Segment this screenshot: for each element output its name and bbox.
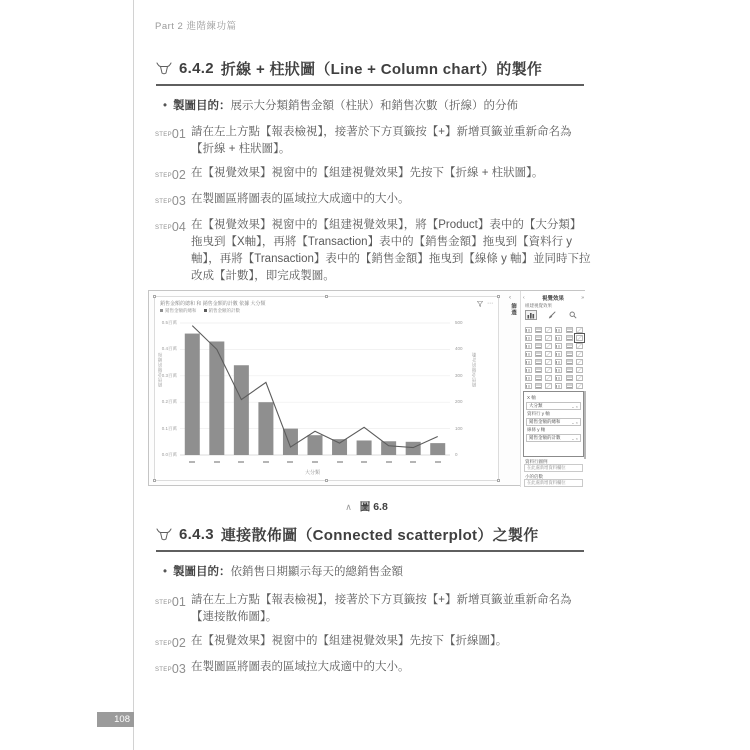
dropdown-remove-icons: ⌄ × bbox=[571, 435, 578, 441]
plot-area bbox=[180, 321, 450, 457]
selection-handle bbox=[325, 295, 328, 298]
step-text: 在製圖區將圖表的區域拉大成適中的大小。 bbox=[191, 193, 410, 205]
section-title: 連接散佈圖（Connected scatterplot）之製作 bbox=[220, 527, 539, 544]
goal-text: 依銷售日期顯示每天的總銷售金額 bbox=[230, 566, 404, 578]
step-row bbox=[155, 592, 592, 626]
legend-swatch-line bbox=[204, 309, 207, 312]
visual-type-icon bbox=[555, 343, 562, 349]
visualizations-pane-header bbox=[523, 294, 584, 302]
visual-type-icon bbox=[535, 383, 542, 389]
bullet-dot: • bbox=[163, 566, 168, 578]
magnifier-icon bbox=[569, 311, 577, 319]
well-value-x-axis: 大分類 ⌄ × bbox=[526, 402, 581, 410]
visual-type-icon bbox=[545, 383, 552, 389]
visual-type-icon bbox=[535, 343, 542, 349]
goal-text: 展示大分類銷售金額（柱狀）和銷售次數（折線）的分佈 bbox=[230, 100, 519, 112]
visual-type-icon bbox=[535, 359, 542, 365]
section-heading-643 bbox=[156, 524, 584, 552]
step-label: STEP01 bbox=[155, 595, 186, 609]
visual-type-icon bbox=[576, 351, 583, 357]
visual-type-icon bbox=[535, 367, 542, 373]
visual-type-icon bbox=[535, 327, 542, 333]
powerbi-screenshot bbox=[148, 290, 585, 486]
visual-type-icon bbox=[576, 383, 583, 389]
visual-type-icon bbox=[566, 335, 573, 341]
section-number: 6.4.3 bbox=[179, 526, 214, 543]
visual-type-icon bbox=[566, 375, 573, 381]
caption-text: 圖 6.8 bbox=[359, 501, 388, 513]
step-row bbox=[155, 191, 592, 210]
left-margin-rule bbox=[133, 0, 134, 750]
selection-handle bbox=[497, 295, 500, 298]
visual-type-icon bbox=[545, 359, 552, 365]
section-title: 折線 + 柱狀圖（Line + Column chart）的製作 bbox=[220, 61, 543, 78]
visual-type-icon bbox=[555, 351, 562, 357]
bullet-dot: • bbox=[163, 100, 168, 112]
step-label: STEP02 bbox=[155, 636, 186, 650]
well-label-column-legend: 資料行圖例 bbox=[525, 459, 548, 464]
dropdown-remove-icons: ⌄ × bbox=[571, 419, 578, 425]
steps-642 bbox=[155, 124, 592, 292]
step-row bbox=[155, 124, 592, 158]
well-label: X 軸 bbox=[527, 395, 536, 400]
visual-title: 銷售金額的總和 和 銷售金額的計數 依據 大分類 bbox=[160, 301, 266, 307]
column-line-chart bbox=[180, 321, 450, 457]
goal-line-642 bbox=[163, 97, 583, 113]
page-number-badge: 108 bbox=[97, 712, 134, 727]
step-row bbox=[155, 633, 592, 652]
section-number: 6.4.2 bbox=[179, 60, 214, 77]
visual-type-icon bbox=[545, 367, 552, 373]
selection-handle bbox=[153, 295, 156, 298]
running-header: Part 2 進階練功篇 bbox=[155, 21, 237, 32]
build-visual-subtitle: 組建視覺效果 bbox=[525, 303, 552, 308]
step-label: STEP04 bbox=[155, 220, 186, 234]
visual-type-icon bbox=[576, 359, 583, 365]
legend-item: 銷售金額的總和 bbox=[160, 308, 197, 314]
more-options-icon: ⋯ bbox=[487, 301, 494, 307]
chart-legend bbox=[160, 308, 240, 314]
visual-type-icon bbox=[525, 359, 532, 365]
well-label-small-multiples: 小的倍數 bbox=[525, 474, 543, 479]
field-wells bbox=[523, 391, 584, 457]
goal-label: 製圖目的： bbox=[173, 100, 231, 112]
collapse-right-icon: » bbox=[581, 295, 584, 301]
well-empty-column-legend: 在此處新增資料欄位 bbox=[524, 464, 583, 472]
step-label: STEP01 bbox=[155, 127, 186, 141]
well-value-line-y: 銷售金額的計數 ⌄ × bbox=[526, 434, 581, 442]
step-label: STEP03 bbox=[155, 662, 186, 676]
section-heading-642 bbox=[156, 58, 584, 86]
step-label: STEP02 bbox=[155, 168, 186, 182]
visual-type-icon bbox=[576, 343, 583, 349]
visual-type-icon bbox=[555, 367, 562, 373]
visual-type-icon bbox=[545, 327, 552, 333]
collapse-left-icon: ‹ bbox=[523, 295, 525, 301]
well-empty-small-multiples: 在此處新增資料欄位 bbox=[524, 479, 583, 487]
figure-caption bbox=[148, 497, 585, 515]
visualizations-pane bbox=[521, 291, 586, 487]
format-visual-tab bbox=[546, 310, 558, 320]
visual-type-icon bbox=[566, 383, 573, 389]
build-visual-icon bbox=[527, 312, 535, 319]
panel-scrollbar bbox=[584, 391, 586, 459]
visual-type-icon bbox=[555, 335, 562, 341]
visual-type-icon bbox=[566, 367, 573, 373]
visual-type-icon bbox=[525, 343, 532, 349]
visual-type-icon bbox=[555, 375, 562, 381]
visualizations-pane-title: 視覺效果 bbox=[541, 296, 564, 302]
bull-section-icon bbox=[156, 62, 172, 76]
well-value-column-y: 銷售金額的總和 ⌄ × bbox=[526, 418, 581, 426]
step-text: 在【視覺效果】視窗中的【組建視覺效果】先按下【折線 + 柱狀圖】。 bbox=[191, 167, 544, 179]
goal-label: 製圖目的： bbox=[173, 566, 231, 578]
pane-tabs bbox=[525, 310, 579, 320]
expand-filters-icon: ‹ bbox=[509, 295, 511, 301]
build-visual-tab bbox=[525, 310, 537, 320]
visual-type-icon bbox=[535, 335, 542, 341]
visual-type-icon bbox=[535, 375, 542, 381]
visual-type-icon bbox=[525, 335, 532, 341]
filters-pane-collapsed bbox=[506, 291, 519, 487]
filters-pane-label: 篩選 bbox=[510, 303, 516, 316]
right-axis-title: 銷售金額的計數 bbox=[471, 352, 476, 387]
visual-type-icon bbox=[555, 383, 562, 389]
legend-item: 銷售金額的計數 bbox=[204, 308, 241, 314]
paintbrush-icon bbox=[548, 311, 556, 319]
steps-643 bbox=[155, 592, 592, 685]
legend-swatch-column bbox=[160, 309, 163, 312]
left-axis-title: 銷售金額的總和 bbox=[157, 352, 162, 387]
dropdown-remove-icons: ⌄ × bbox=[571, 403, 578, 409]
step-label: STEP03 bbox=[155, 194, 186, 208]
well-label: 線條 y 軸 bbox=[527, 427, 546, 432]
step-text: 在製圖區將圖表的區域拉大成適中的大小。 bbox=[191, 661, 410, 673]
visual-type-icon bbox=[555, 327, 562, 333]
visual-type-icon bbox=[545, 351, 552, 357]
visual-type-icon bbox=[576, 327, 583, 333]
filter-funnel-icon bbox=[477, 301, 483, 307]
visual-type-icon bbox=[576, 375, 583, 381]
step-text: 在【視覺效果】視窗中的【組建視覺效果】，將【Product】表中的【大分類】拖曳到【X軸】，再將【Transaction】表中的【銷售金額】拖曳到【資料行 y 軸】，再將【Transaction】表中的【銷售金額】拖曳到【線條 y 軸】並同時下拉改成【計數】，即完成製圖。 bbox=[191, 219, 591, 282]
chart-visual-frame: 銷售金額的總和 和 銷售金額的計數 依據 大分類 ⋯ 銷售金額的總和 銷售金額的計數 銷售金額的總和 銷售金額的計數 0.5百萬 0.4百萬 0.3百萬 0.2百萬 0.1百萬 0.0百萬 500 400 300 200 100 0 大分類 bbox=[154, 296, 499, 481]
visual-type-icon bbox=[525, 383, 532, 389]
visual-type-icon bbox=[566, 351, 573, 357]
bull-section-icon bbox=[156, 528, 172, 542]
analytics-tab bbox=[567, 310, 579, 320]
visual-type-icon bbox=[576, 367, 583, 373]
step-row bbox=[155, 217, 592, 285]
selection-handle bbox=[153, 479, 156, 482]
visual-type-icon bbox=[576, 335, 583, 341]
step-row bbox=[155, 659, 592, 678]
step-text: 請在左上方點【報表檢視】，接著於下方頁籤按【+】新增頁籤並重新命名為【折線 + 柱狀圖】。 bbox=[191, 126, 572, 155]
x-axis-title: 大分類 bbox=[305, 470, 321, 476]
visual-type-icon bbox=[545, 375, 552, 381]
visual-type-icon bbox=[525, 351, 532, 357]
selection-handle bbox=[497, 479, 500, 482]
step-text: 請在左上方點【報表檢視】，接著於下方頁籤按【+】新增頁籤並重新命名為【連接散佈圖】。 bbox=[191, 594, 572, 623]
visual-type-icon bbox=[545, 343, 552, 349]
well-label: 資料行 y 軸 bbox=[527, 411, 550, 416]
visual-type-icon bbox=[525, 327, 532, 333]
goal-line-643 bbox=[163, 563, 583, 579]
visual-type-icon bbox=[555, 359, 562, 365]
selection-handle bbox=[325, 479, 328, 482]
visual-type-icon bbox=[566, 327, 573, 333]
visual-toolbar bbox=[477, 300, 494, 307]
step-text: 在【視覺效果】視窗中的【組建視覺效果】先按下【折線圖】。 bbox=[191, 635, 508, 647]
step-row bbox=[155, 165, 592, 184]
visual-type-icon bbox=[525, 367, 532, 373]
visual-type-icon bbox=[535, 351, 542, 357]
visual-type-icon bbox=[525, 375, 532, 381]
visual-type-icon bbox=[566, 359, 573, 365]
visual-type-gallery bbox=[525, 327, 583, 389]
visual-type-icon bbox=[545, 335, 552, 341]
visual-type-icon bbox=[566, 343, 573, 349]
caption-caret: ∧ bbox=[345, 502, 352, 512]
